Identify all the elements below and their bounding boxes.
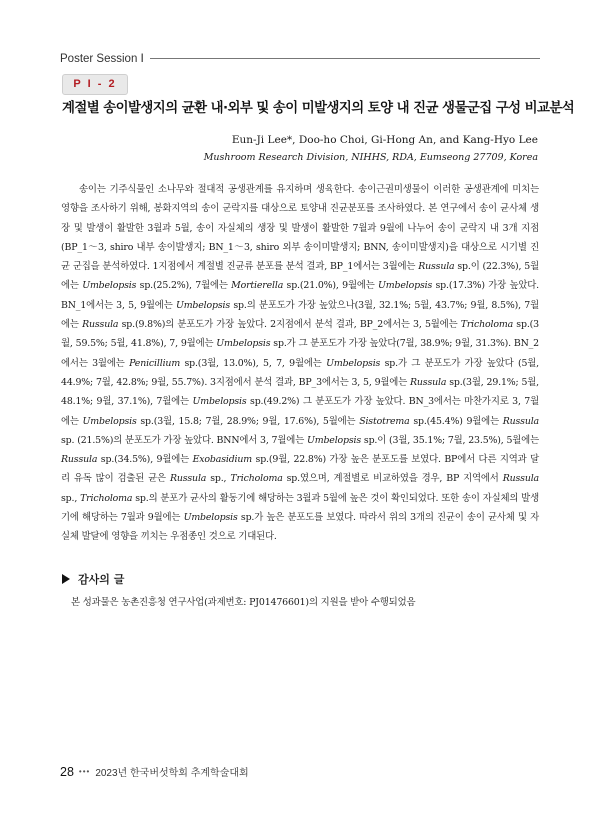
genus-name: Tricholoma (460, 319, 514, 331)
paper-title: 계절별 송이발생지의 균환 내·외부 및 송이 미발생지의 토양 내 진균 생물군집 구성 비교분석 (62, 101, 575, 116)
abstract-text: sp.(9월, 22.8%) 가장 높은 분포도를 보였다. BP에서 다른 지역과 달리 유독 많이 검출된 균은 (61, 454, 539, 485)
genus-name: Sistotrema (359, 415, 410, 427)
poster-code-badge: P I - 2 (62, 74, 128, 95)
acknowledgement-heading (62, 571, 124, 587)
abstract-text: sp.(49.2%) 그 분포도가 가장 높았다. BN_3에서는 마찬가지로 3, 7월에는 (61, 396, 539, 427)
triangle-bullet-icon (62, 574, 70, 584)
affiliation: Mushroom Research Division, NIHHS, RDA, Eumseong 27709, Korea (203, 152, 538, 163)
genus-name: Umbelopsis (175, 299, 231, 311)
abstract-text: sp.(34.5%), 9월에는 (97, 454, 193, 466)
genus-name: Russula (169, 473, 207, 485)
genus-name: Russula (418, 261, 455, 273)
abstract-text: sp.(3월, 59.5%; 5월, 41.8%), 7, 9월에는 (61, 319, 539, 350)
session-label: Poster Session Ⅰ (60, 53, 144, 65)
genus-name: Russula (61, 454, 98, 466)
abstract-text: sp.(45.4%) 9월에는 (409, 415, 503, 427)
abstract-text: sp.이 (22.3%), 5월에는 (61, 261, 539, 292)
footer-dots: ••• (78, 767, 91, 776)
abstract-text: sp., (206, 473, 231, 485)
genus-name: Umbelopsis (82, 280, 137, 292)
genus-name: Umbelopsis (306, 434, 362, 446)
genus-name: Exobasidium (192, 454, 253, 466)
genus-name: Tricholoma (230, 473, 283, 485)
genus-name: Umbelopsis (192, 396, 247, 408)
abstract-text: sp.가 높은 분포도를 보였다. 따라서 위의 3개의 진균이 송이 균사체 및 자실체 발달에 영향을 끼치는 우점종인 것으로 기대된다. (61, 512, 540, 543)
abstract-text: sp.(21.0%), 9월에는 (283, 280, 379, 292)
abstract-text: sp.의 분포가 균사의 활동기에 해당하는 3월과 5월에 높은 것이 확인되었다. 또한 송이 자실체의 발생기에 해당하는 7월과 9월에는 (61, 492, 539, 524)
abstract-text: sp. (21.5%)의 분포도가 가장 높았다. BNN에서 3, 7월에는 (61, 434, 307, 446)
header-rule (150, 58, 540, 59)
abstract-text: sp.(17.3%) 가장 높았다. BN_1에서는 3, 5, 9월에는 (61, 280, 539, 311)
acknowledgement-heading-text: 감사의 글 (78, 573, 125, 586)
genus-name: Russula (502, 473, 539, 485)
genus-name: Penicillium (129, 357, 181, 369)
abstract-text: sp.의 분포도가 가장 높았으나(3월, 32.1%; 5월, 43.7%; 9월, 8.5%), 7월에는 (61, 299, 539, 331)
abstract-body (61, 180, 539, 547)
abstract-text: sp.(3월, 15.8; 7월, 28.9%; 9월, 17.6%), 5월에는 (136, 415, 360, 427)
event-name: 2023년 한국버섯학회 추계학술대회 (95, 768, 249, 779)
page-footer (60, 764, 249, 779)
genus-name: Umbelopsis (326, 357, 381, 369)
abstract-text: sp.이 (3월, 35.1%; 7월, 23.5%), 5월에는 (361, 434, 539, 446)
genus-name: Umbelopsis (183, 512, 238, 524)
abstract-paragraph (61, 180, 539, 547)
abstract-text: sp.가 그 분포도가 가장 높았다 (5월, 44.9%; 7월, 42.8%; 9월, 55.7%). 3지점에서 분석 결과, BP_3에서는 3, 5, 9월에는 (61, 357, 539, 388)
abstract-text: sp.(3월, 29.1%; 5월, 48.1%; 9월, 37.1%), 7월에는 (61, 376, 539, 408)
abstract-text: 송이는 기주식물인 소나무와 절대적 공생관계를 유지하며 생육한다. 송이근권미생물이 이러한 공생관계에 미치는 영향을 조사하기 위해, 봉화지역의 송이 군락지를 대상으로 토양내 진균분포를 조사하였다. 본 연구에서 송이 균사체 생장 및 발생이 활발한 3월과 5월, 송이 자실체의 생장 및 발생이 활발한 7월과 9월에 나누어 송이 군락지 내 3개 지점(BP_1～3, shiro 내부 송이발생지; BN_1～3, shiro 외부 송이미발생지; BNN, 송이미발생지)을 대상으로 시기별 진균 군집을 분석하였다. 1지점에서 계절별 진균류 분포를 분석 결과, BP_1에서는 3월에는 (61, 184, 539, 273)
running-header (60, 50, 540, 66)
genus-name: Tricholoma (80, 492, 133, 504)
abstract-text: sp.(9.8%)의 분포도가 가장 높았다. 2지점에서 분석 결과, BP_2에서는 3, 5월에는 (118, 319, 461, 331)
abstract-text: sp.(25.2%), 7월에는 (136, 280, 232, 292)
genus-name: Russula (410, 376, 447, 388)
genus-name: Mortierella (231, 280, 284, 292)
genus-name: Umbelopsis (378, 280, 433, 292)
acknowledgement-body: 본 성과물은 농촌진흥청 연구사업(과제번호: PJ01476601)의 지원을 받아 수행되었음 (71, 597, 416, 608)
abstract-text: sp., (61, 492, 81, 504)
page-number: 28 (60, 764, 74, 779)
genus-name: Umbelopsis (82, 415, 137, 427)
abstract-text: sp.였으며, 계절별로 비교하였을 경우, BP 지역에서 (282, 473, 503, 485)
author-list: Eun-Ji Lee*, Doo-ho Choi, Gi-Hong An, and Kang-Hyo Lee (231, 134, 538, 146)
abstract-text: sp.(3월, 13.0%), 5, 7, 9월에는 (180, 357, 327, 369)
abstract-text: sp.가 그 분포도가 가장 높았다(7월, 38.9%; 9월, 31.3%). BN_2에서는 3월에는 (61, 338, 540, 369)
genus-name: Russula (502, 415, 539, 427)
genus-name: Umbelopsis (216, 338, 271, 350)
genus-name: Russula (82, 319, 119, 331)
